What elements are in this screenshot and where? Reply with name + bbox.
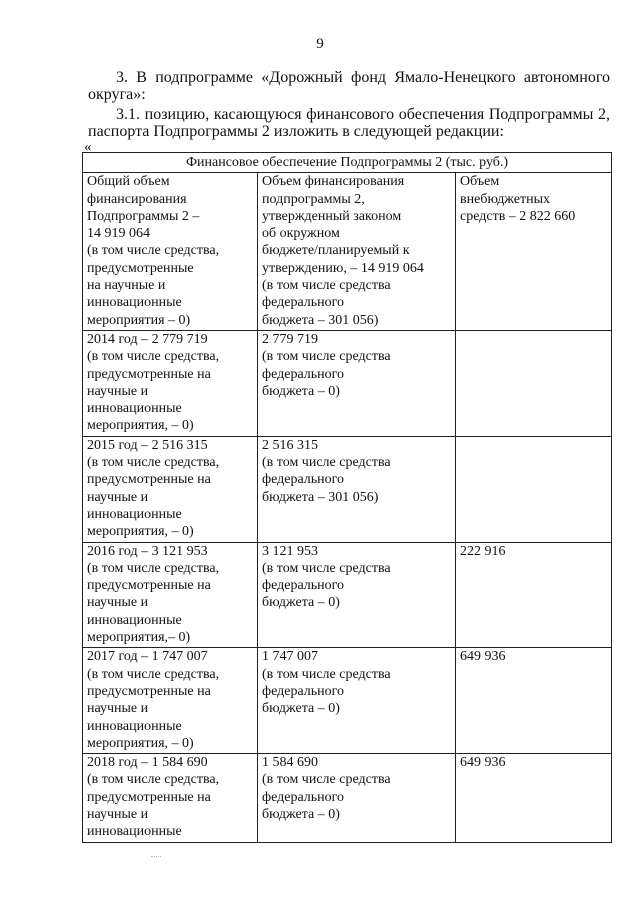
row-2016-extrabudgetary: 222 916 — [456, 542, 612, 648]
section-paragraph-3-1-line2: паспорта Подпрограммы 2 изложить в следующей редакции: — [88, 123, 504, 140]
financing-table — [82, 152, 612, 843]
row-2016-total: 2016 год – 3 121 953 (в том числе средства, предусмотренные на научные и инновационные мероприятия,– 0) — [83, 542, 258, 648]
table-header-row — [83, 173, 612, 331]
table-title-row — [83, 153, 612, 173]
row-2018-extrabudgetary: 649 936 — [456, 754, 612, 842]
section-paragraph-3-line1: 3. В подпрограмме «Дорожный фонд Ямало-Ненецкого автономного — [116, 69, 610, 86]
row-2015-total: 2015 год – 2 516 315 (в том числе средства, предусмотренные на научные и инновационные мероприятия, – 0) — [83, 436, 258, 542]
row-2015-extrabudgetary — [456, 436, 612, 542]
row-2017-extrabudgetary: 649 936 — [456, 648, 612, 754]
row-2018-total: 2018 год – 1 584 690 (в том числе средства, предусмотренные на научные и инновационные — [83, 754, 258, 842]
page-number: 9 — [316, 36, 324, 52]
row-2018-budget: 1 584 690 (в том числе средства федерального бюджета – 0) — [258, 754, 456, 842]
table-row — [83, 542, 612, 648]
section-paragraph-3-line2: округа»: — [88, 86, 146, 103]
row-2017-budget: 1 747 007 (в том числе средства федерального бюджета – 0) — [258, 648, 456, 754]
scan-mark — [151, 856, 161, 858]
table-row — [83, 648, 612, 754]
row-2014-extrabudgetary — [456, 330, 612, 436]
opening-quote-mark: « — [84, 139, 92, 155]
row-2014-budget: 2 779 719 (в том числе средства федерального бюджета – 0) — [258, 330, 456, 436]
header-budget-volume: Объем финансирования подпрограммы 2, утвержденный законом об окружном бюджете/планируемый к утверждению, – 14 919 064 (в том числе средства федерального бюджета – 301 056) — [258, 173, 456, 331]
row-2014-total: 2014 год – 2 779 719 (в том числе средства, предусмотренные на научные и инновационные мероприятия, – 0) — [83, 330, 258, 436]
header-total-volume: Общий объем финансирования Подпрограммы 2 – 14 919 064 (в том числе средства, предусмотренные на научные и инновационные мероприятия – 0) — [83, 173, 258, 331]
table-row — [83, 330, 612, 436]
header-extrabudgetary: Объем внебюджетных средств – 2 822 660 — [456, 173, 612, 331]
row-2015-budget: 2 516 315 (в том числе средства федерального бюджета – 301 056) — [258, 436, 456, 542]
section-paragraph-3-1-line1: 3.1. позицию, касающуюся финансового обеспечения Подпрограммы 2, — [116, 106, 610, 123]
table-title: Финансовое обеспечение Подпрограммы 2 (тыс. руб.) — [83, 153, 612, 173]
row-2017-total: 2017 год – 1 747 007 (в том числе средства, предусмотренные на научные и инновационные мероприятия, – 0) — [83, 648, 258, 754]
table-row — [83, 754, 612, 842]
row-2016-budget: 3 121 953 (в том числе средства федерального бюджета – 0) — [258, 542, 456, 648]
table-row — [83, 436, 612, 542]
